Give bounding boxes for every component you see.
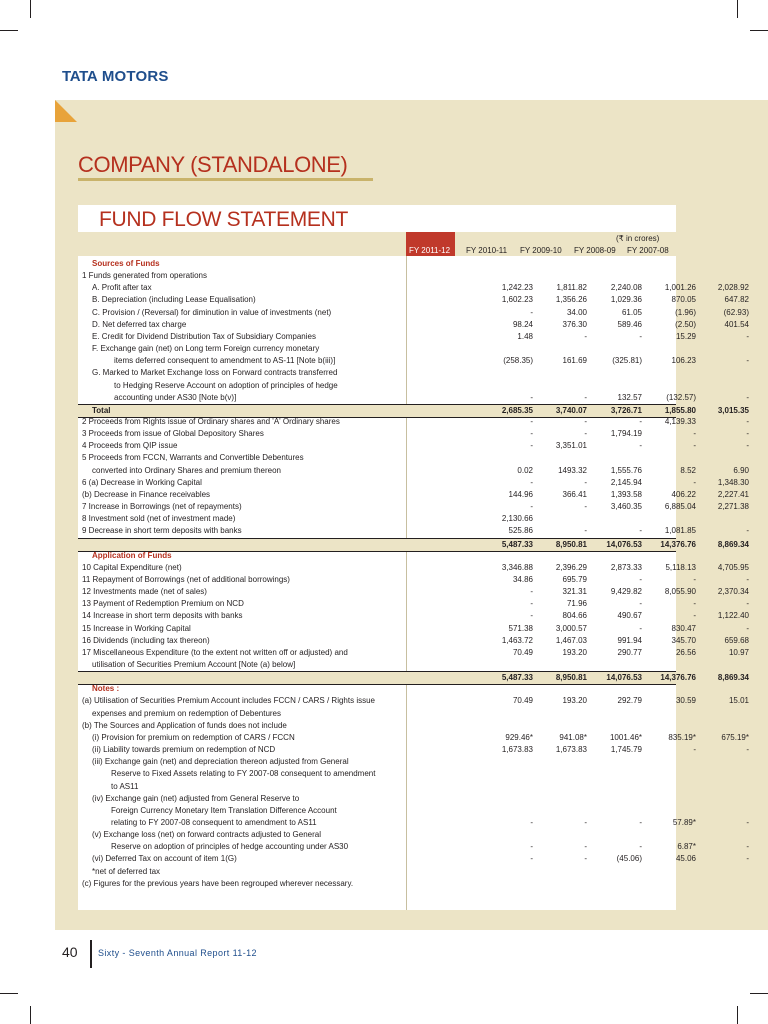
table-row bbox=[78, 440, 749, 452]
table-row bbox=[78, 477, 749, 489]
cell-value: 490.67 bbox=[617, 611, 642, 621]
row-label: 2 Proceeds from Rights issue of Ordinary shares and 'A' Ordinary shares bbox=[82, 417, 340, 426]
crop-mark bbox=[737, 1006, 738, 1024]
crop-mark bbox=[30, 0, 31, 18]
cell-value: 14,076.53 bbox=[606, 673, 642, 683]
cell-value: 8.52 bbox=[680, 465, 696, 475]
cell-value: - bbox=[530, 441, 533, 451]
cell-value: 3,015.35 bbox=[717, 405, 749, 415]
cell-value: - bbox=[584, 392, 587, 402]
row-label: Sources of Funds bbox=[92, 259, 160, 268]
cell-value: 2,130.66 bbox=[501, 514, 533, 524]
cell-value: 2,227.41 bbox=[717, 489, 749, 499]
table-row bbox=[78, 841, 749, 853]
row-label: items deferred consequent to amendment to AS-11 [Note b(iii)] bbox=[114, 356, 336, 366]
table-row bbox=[78, 829, 676, 841]
table-row bbox=[78, 866, 676, 878]
cell-value: - bbox=[746, 356, 749, 366]
row-label: 10 Capital Expenditure (net) bbox=[82, 562, 182, 572]
row-label: Notes : bbox=[92, 684, 120, 694]
cell-value: 8,869.34 bbox=[717, 539, 749, 549]
page-number: 40 bbox=[62, 944, 78, 960]
cell-value: 6.90 bbox=[733, 465, 749, 475]
cell-value: 290.77 bbox=[617, 647, 642, 657]
cell-value: (45.06) bbox=[616, 854, 642, 864]
table-row bbox=[78, 598, 749, 610]
cell-value: - bbox=[584, 502, 587, 511]
column-header: FY 2007-08 bbox=[627, 246, 669, 255]
row-label: E. Credit for Dividend Distribution Tax of Subsidiary Companies bbox=[92, 331, 316, 341]
table-row bbox=[78, 574, 749, 586]
row-label: (iii) Exchange gain (net) and depreciation thereon adjusted from General bbox=[92, 757, 349, 767]
column-header: FY 2009-10 bbox=[520, 246, 562, 255]
row-label: utilisation of Securities Premium Account [Note (a) below] bbox=[92, 660, 296, 669]
cell-value: - bbox=[746, 392, 749, 402]
cell-value: 14,376.76 bbox=[660, 539, 696, 549]
cell-value: - bbox=[584, 417, 587, 426]
row-label: 6 (a) Decrease in Working Capital bbox=[82, 477, 202, 487]
cell-value: 0.02 bbox=[517, 465, 533, 475]
cell-value: 1,029.36 bbox=[610, 295, 642, 305]
table-row bbox=[78, 307, 749, 319]
cell-value: 8,055.90 bbox=[664, 587, 696, 596]
cell-value: - bbox=[746, 417, 749, 426]
cell-value: 525.86 bbox=[508, 526, 533, 536]
row-label: (i) Provision for premium on redemption of CARS / FCCN bbox=[92, 732, 295, 742]
cell-value: 675.19* bbox=[721, 732, 749, 742]
row-label: 1 Funds generated from operations bbox=[82, 271, 207, 281]
cell-value: - bbox=[530, 502, 533, 511]
cell-value: 8,869.34 bbox=[717, 673, 749, 683]
cell-value: 1,794.19 bbox=[610, 429, 642, 439]
cell-value: - bbox=[639, 417, 642, 426]
table-row bbox=[78, 756, 676, 768]
cell-value: - bbox=[639, 574, 642, 584]
cell-value: 3,346.88 bbox=[501, 562, 533, 572]
row-label: (ii) Liability towards premium on redemption of NCD bbox=[92, 745, 276, 754]
cell-value: - bbox=[584, 331, 587, 341]
cell-value: 34.86 bbox=[512, 574, 533, 584]
row-label: Total bbox=[92, 405, 111, 415]
cell-value: 2,028.92 bbox=[717, 283, 749, 293]
tata-motors-logo bbox=[62, 68, 169, 85]
statement-title: FUND FLOW STATEMENT bbox=[99, 208, 349, 231]
table-row bbox=[78, 392, 749, 404]
cell-value: 376.30 bbox=[562, 319, 587, 329]
cell-value: (132.57) bbox=[666, 392, 696, 402]
cell-value: - bbox=[530, 817, 533, 827]
cell-value: 45.06 bbox=[675, 854, 696, 864]
cell-value: 804.66 bbox=[562, 611, 587, 621]
cell-value: 61.05 bbox=[621, 307, 642, 317]
row-label: 12 Investments made (net of sales) bbox=[82, 587, 207, 596]
cell-value: 70.49 bbox=[512, 647, 533, 657]
cell-value: - bbox=[639, 331, 642, 341]
cell-value: 830.47 bbox=[671, 623, 696, 633]
cell-value: - bbox=[746, 526, 749, 536]
row-label: 3 Proceeds from issue of Global Depository Shares bbox=[82, 429, 264, 439]
table-row bbox=[78, 623, 749, 635]
row-label: *net of deferred tax bbox=[92, 866, 161, 876]
cell-value: 1,081.85 bbox=[664, 526, 696, 536]
cell-value: 1,393.58 bbox=[610, 489, 642, 499]
row-label: Application of Funds bbox=[92, 550, 172, 560]
cell-value: (1.96) bbox=[675, 307, 696, 317]
cell-value: 2,271.38 bbox=[717, 502, 749, 511]
cell-value: - bbox=[746, 441, 749, 451]
cell-value: - bbox=[530, 854, 533, 864]
table-row bbox=[78, 319, 749, 331]
cell-value: 1,242.23 bbox=[501, 283, 533, 293]
cell-value: - bbox=[746, 429, 749, 439]
row-label: (a) Utilisation of Securities Premium Account includes FCCN / CARS / Rights issue bbox=[82, 696, 375, 706]
cell-value: 406.22 bbox=[671, 489, 696, 499]
cell-value: 57.89* bbox=[672, 817, 696, 827]
row-label: (b) Decrease in Finance receivables bbox=[82, 489, 211, 499]
cell-value: 3,460.35 bbox=[610, 502, 642, 511]
cell-value: 14,376.76 bbox=[660, 673, 696, 683]
cell-value: - bbox=[584, 477, 587, 487]
column-header: FY 2010-11 bbox=[466, 246, 508, 255]
row-label: F. Exchange gain (net) on Long term Foreign currency monetary bbox=[92, 344, 320, 354]
cell-value: 321.31 bbox=[562, 587, 587, 596]
row-label: 5 Proceeds from FCCN, Warrants and Convertible Debentures bbox=[82, 453, 304, 463]
cell-value: - bbox=[693, 574, 696, 584]
cell-value: 401.54 bbox=[724, 319, 749, 329]
cell-value: 1,463.72 bbox=[501, 635, 533, 645]
cell-value: 26.56 bbox=[675, 647, 696, 657]
cell-value: - bbox=[639, 441, 642, 451]
table-row bbox=[78, 635, 749, 647]
crop-mark bbox=[30, 1006, 31, 1024]
cell-value: 2,396.29 bbox=[555, 562, 587, 572]
table-row bbox=[78, 659, 676, 671]
table-row bbox=[78, 720, 676, 732]
cell-value: 30.59 bbox=[675, 696, 696, 706]
cell-value: (325.81) bbox=[612, 356, 642, 366]
column-header: FY 2008-09 bbox=[574, 246, 616, 255]
row-label: 15 Increase in Working Capital bbox=[82, 623, 191, 633]
cell-value: - bbox=[639, 599, 642, 609]
row-label: to Hedging Reserve Account on adoption of principles of hedge bbox=[114, 380, 338, 390]
cell-value: - bbox=[639, 817, 642, 827]
cell-value: 1,122.40 bbox=[717, 611, 749, 621]
cell-value: 3,351.01 bbox=[555, 441, 587, 451]
cell-value: - bbox=[530, 307, 533, 317]
cell-value: 2,145.94 bbox=[610, 477, 642, 487]
cell-value: - bbox=[746, 599, 749, 609]
cell-value: - bbox=[530, 392, 533, 402]
table-row bbox=[78, 525, 749, 537]
table-row bbox=[78, 708, 676, 720]
row-label: 14 Increase in short term deposits with banks bbox=[82, 611, 243, 621]
cell-value: - bbox=[746, 842, 749, 852]
table-row bbox=[78, 610, 749, 622]
cell-value: 4,705.95 bbox=[717, 562, 749, 572]
row-label: 9 Decrease in short term deposits with banks bbox=[82, 526, 242, 536]
cell-value: 1,811.82 bbox=[556, 283, 587, 293]
cell-value: 14,076.53 bbox=[606, 539, 642, 549]
section-rule bbox=[78, 178, 373, 181]
cell-value: - bbox=[584, 526, 587, 536]
row-label: Reserve on adoption of principles of hedge accounting under AS30 bbox=[111, 842, 349, 852]
row-label: to AS11 bbox=[111, 781, 139, 791]
row-label: G. Marked to Market Exchange loss on Forward contracts transferred bbox=[92, 368, 338, 378]
cell-value: 1,673.83 bbox=[555, 745, 587, 754]
cell-value: - bbox=[693, 429, 696, 439]
row-label: 17 Miscellaneous Expenditure (to the extent not written off or adjusted) and bbox=[82, 647, 348, 657]
cell-value: 589.46 bbox=[617, 319, 642, 329]
table-row bbox=[78, 695, 749, 707]
row-label: Reserve to Fixed Assets relating to FY 2007-08 consequent to amendment bbox=[111, 769, 376, 779]
cell-value: - bbox=[530, 611, 533, 621]
cell-value: - bbox=[639, 623, 642, 633]
cell-value: 991.94 bbox=[617, 635, 642, 645]
cell-value: 9,429.82 bbox=[610, 587, 642, 596]
table-row bbox=[78, 805, 676, 817]
cell-value: 929.46* bbox=[505, 732, 533, 742]
cell-value: - bbox=[530, 417, 533, 426]
table-row bbox=[78, 586, 749, 598]
cell-value: - bbox=[530, 842, 533, 852]
cell-value: 2,370.34 bbox=[717, 587, 749, 596]
cell-value: 345.70 bbox=[671, 635, 696, 645]
cell-value: 15.01 bbox=[728, 696, 749, 706]
logo-tata: TATA bbox=[62, 68, 98, 85]
cell-value: - bbox=[530, 599, 533, 609]
table-row bbox=[78, 367, 676, 379]
cell-value: 3,000.57 bbox=[555, 623, 587, 633]
table-row bbox=[78, 452, 676, 464]
cell-value: 3,726.71 bbox=[610, 405, 642, 415]
table-row bbox=[78, 744, 749, 756]
section-heading-row bbox=[78, 258, 676, 270]
table-row bbox=[78, 732, 749, 744]
cell-value: 4,139.33 bbox=[664, 417, 696, 426]
cell-value: (258.35) bbox=[503, 356, 533, 366]
cell-value: 292.79 bbox=[617, 696, 642, 706]
cell-value: - bbox=[746, 817, 749, 827]
cell-value: - bbox=[693, 611, 696, 621]
cell-value: 695.79 bbox=[562, 574, 587, 584]
cell-value: 2,685.35 bbox=[501, 405, 533, 415]
cell-value: 8,950.81 bbox=[555, 673, 587, 683]
crop-mark bbox=[750, 30, 768, 31]
table-row bbox=[78, 817, 749, 829]
table-row bbox=[78, 853, 749, 865]
table-row bbox=[78, 294, 749, 306]
table-row bbox=[78, 416, 749, 428]
row-label: Foreign Currency Monetary Item Translation Difference Account bbox=[111, 805, 337, 815]
table-row bbox=[78, 282, 749, 294]
cell-value: 1,001.26 bbox=[664, 283, 696, 293]
unit-label: (₹ in crores) bbox=[616, 234, 660, 243]
row-label: A. Profit after tax bbox=[92, 283, 152, 293]
cell-value: 1,745.79 bbox=[610, 745, 642, 754]
row-label: B. Depreciation (including Lease Equalisation) bbox=[92, 295, 256, 305]
table-row bbox=[78, 489, 749, 501]
table-row bbox=[78, 793, 676, 805]
row-label: (b) The Sources and Application of funds does not include bbox=[82, 720, 287, 730]
cell-value: 98.24 bbox=[512, 319, 533, 329]
cell-value: 2,873.33 bbox=[610, 562, 642, 572]
crop-mark bbox=[0, 30, 18, 31]
cell-value: 193.20 bbox=[562, 647, 587, 657]
table-row bbox=[78, 781, 676, 793]
table-row bbox=[78, 331, 749, 343]
row-label: (vi) Deferred Tax on account of item 1(G) bbox=[92, 854, 237, 864]
cell-value: - bbox=[693, 477, 696, 487]
table-row bbox=[78, 355, 749, 367]
cell-value: 1,467.03 bbox=[555, 635, 587, 645]
cell-value: 8,950.81 bbox=[555, 539, 587, 549]
section-title: COMPANY (STANDALONE) bbox=[78, 152, 348, 177]
cell-value: 132.57 bbox=[617, 392, 642, 402]
cell-value: 1001.46* bbox=[609, 732, 642, 742]
logo-motors: MOTORS bbox=[101, 68, 169, 85]
row-label: (v) Exchange loss (net) on forward contracts adjusted to General bbox=[92, 830, 321, 840]
cell-value: (62.93) bbox=[723, 307, 749, 317]
cell-value: (2.50) bbox=[675, 319, 696, 329]
cell-value: 571.38 bbox=[508, 623, 533, 633]
cell-value: 15.29 bbox=[675, 331, 696, 341]
corner-accent bbox=[55, 100, 77, 122]
cell-value: - bbox=[746, 331, 749, 341]
cell-value: 1.48 bbox=[517, 331, 533, 341]
row-label: 4 Proceeds from QIP issue bbox=[82, 441, 178, 451]
cell-value: 1,602.23 bbox=[501, 295, 533, 305]
cell-value: - bbox=[746, 745, 749, 754]
cell-value: - bbox=[746, 574, 749, 584]
cell-value: - bbox=[584, 842, 587, 852]
cell-value: - bbox=[530, 477, 533, 487]
row-label: 16 Dividends (including tax thereon) bbox=[82, 635, 210, 645]
cell-value: 6.87* bbox=[677, 842, 696, 852]
row-label: 13 Payment of Redemption Premium on NCD bbox=[82, 599, 244, 609]
crop-mark bbox=[0, 993, 18, 994]
cell-value: 647.82 bbox=[724, 295, 749, 305]
cell-value: - bbox=[530, 429, 533, 439]
cell-value: - bbox=[584, 854, 587, 864]
cell-value: - bbox=[746, 854, 749, 864]
cell-value: 161.69 bbox=[562, 356, 587, 366]
cell-value: 70.49 bbox=[512, 696, 533, 706]
cell-value: - bbox=[693, 441, 696, 451]
table-row bbox=[78, 768, 676, 780]
cell-value: - bbox=[746, 623, 749, 633]
row-label: converted into Ordinary Shares and premium thereon bbox=[92, 465, 281, 475]
row-label: accounting under AS30 [Note b(v)] bbox=[114, 392, 237, 402]
footer-divider bbox=[90, 940, 92, 968]
cell-value: 6,885.04 bbox=[664, 502, 696, 511]
column-header: FY 2011-12 bbox=[409, 246, 451, 255]
row-label: 8 Investment sold (net of investment made) bbox=[82, 514, 236, 524]
cell-value: 144.96 bbox=[508, 489, 533, 499]
row-label: (c) Figures for the previous years have been regrouped wherever necessary. bbox=[82, 878, 354, 888]
cell-value: 34.00 bbox=[566, 307, 587, 317]
row-label: relating to FY 2007-08 consequent to amendment to AS11 bbox=[111, 817, 317, 827]
cell-value: 941.08* bbox=[559, 732, 587, 742]
cell-value: 5,487.33 bbox=[501, 673, 533, 683]
table-row bbox=[78, 647, 749, 659]
cell-value: 1493.32 bbox=[558, 465, 587, 475]
section-heading-row bbox=[78, 683, 676, 695]
row-label: 7 Increase in Borrowings (net of repayments) bbox=[82, 502, 242, 511]
table-row bbox=[78, 513, 676, 525]
row-label: (iv) Exchange gain (net) adjusted from General Reserve to bbox=[92, 793, 300, 803]
table-row bbox=[78, 343, 676, 355]
cell-value: 1,673.83 bbox=[501, 745, 533, 754]
table-row bbox=[78, 428, 749, 440]
cell-value: - bbox=[639, 526, 642, 536]
cell-value: 193.20 bbox=[562, 696, 587, 706]
cell-value: 10.97 bbox=[728, 647, 749, 657]
cell-value: - bbox=[584, 817, 587, 827]
cell-value: - bbox=[693, 599, 696, 609]
cell-value: 3,740.07 bbox=[555, 405, 587, 415]
cell-value: 1,555.76 bbox=[610, 465, 642, 475]
row-label: C. Provision / (Reversal) for diminution in value of investments (net) bbox=[92, 307, 332, 317]
cell-value: - bbox=[584, 429, 587, 439]
cell-value: 659.68 bbox=[724, 635, 749, 645]
table-row bbox=[78, 501, 749, 513]
table-row bbox=[78, 465, 749, 477]
cell-value: 1,348.30 bbox=[717, 477, 749, 487]
cell-value: - bbox=[639, 842, 642, 852]
table-row bbox=[78, 270, 676, 282]
cell-value: 870.05 bbox=[671, 295, 696, 305]
row-label: expenses and premium on redemption of Debentures bbox=[92, 708, 281, 718]
cell-value: 71.96 bbox=[566, 599, 587, 609]
cell-value: - bbox=[693, 745, 696, 754]
table-row bbox=[78, 878, 676, 890]
cell-value: 2,240.08 bbox=[610, 283, 642, 293]
cell-value: - bbox=[530, 587, 533, 596]
table-row bbox=[78, 562, 749, 574]
section-heading-row bbox=[78, 550, 676, 562]
cell-value: 366.41 bbox=[562, 489, 587, 499]
cell-value: 1,356.26 bbox=[555, 295, 587, 305]
cell-value: 5,118.13 bbox=[665, 562, 696, 572]
table-row bbox=[78, 380, 676, 392]
cell-value: 835.19* bbox=[668, 732, 696, 742]
report-name: Sixty - Seventh Annual Report 11-12 bbox=[98, 948, 257, 958]
crop-mark bbox=[737, 0, 738, 18]
row-label: 11 Repayment of Borrowings (net of additional borrowings) bbox=[82, 574, 290, 584]
crop-mark bbox=[750, 993, 768, 994]
row-label: D. Net deferred tax charge bbox=[92, 319, 187, 329]
cell-value: 106.23 bbox=[671, 356, 696, 366]
cell-value: 1,855.80 bbox=[664, 405, 696, 415]
cell-value: 5,487.33 bbox=[501, 539, 533, 549]
